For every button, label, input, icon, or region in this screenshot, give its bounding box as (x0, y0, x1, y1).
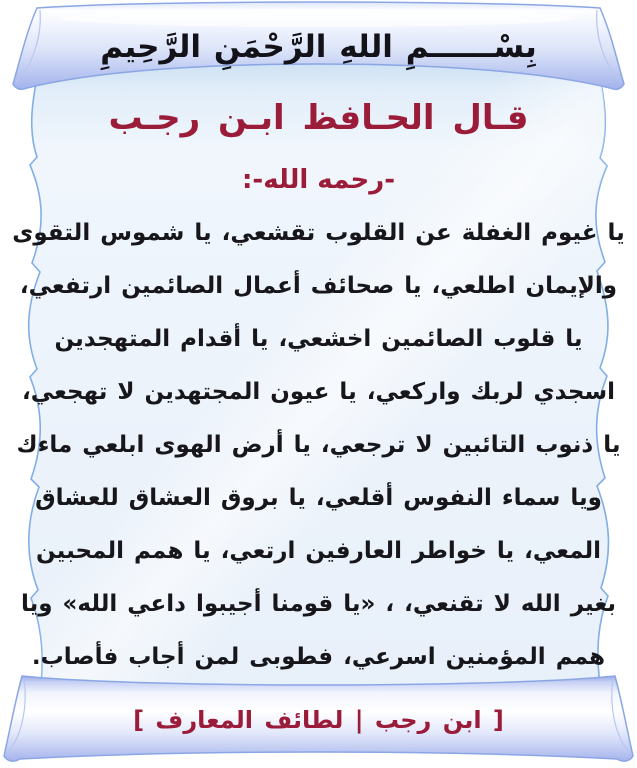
quote-line: اسجدي لربك واركعي، يا عيون المجتهدين لا تهجعي، (22, 378, 615, 405)
quote-line: يا غيوم الغفلة عن القلوب تقشعي، يا شموس التقوى (12, 219, 625, 246)
honorific-line: -رحمه الله-: (242, 165, 395, 195)
bismillah-calligraphy: بِسْــــــمِ اللهِ الرَّحْمَنِ الرَّحِيمِ (100, 29, 537, 65)
quote-title: قـال الحـافظ ابـن رجـب (108, 98, 529, 138)
source-citation: [ ابن رجب | لطائف المعارف ] (133, 706, 504, 734)
quote-body (12, 206, 625, 683)
quote-line: يا ذنوب التائبين لا ترجعي، يا أرض الهوى ابلعي ماءك (16, 431, 621, 458)
quote-line: همم المؤمنين اسرعي، فطوبى لمن أجاب فأصاب. (31, 643, 606, 670)
quote-line: بغير الله لا تقنعي، ، «يا قومنا أجيبوا داعي الله» ويا (20, 590, 617, 617)
quote-line: والإيمان اطلعي، يا صحائف أعمال الصائمين ارتفعي، (19, 272, 618, 299)
quote-line: يا قلوب الصائمين اخشعي، يا أقدام المتهجدين (54, 325, 583, 352)
quote-line: ويا سماء النفوس أقلعي، يا بروق العشاق للعشاق (35, 484, 602, 511)
quote-line: المعي، يا خواطر العارفين ارتعي، يا همم المحبين (35, 537, 602, 564)
